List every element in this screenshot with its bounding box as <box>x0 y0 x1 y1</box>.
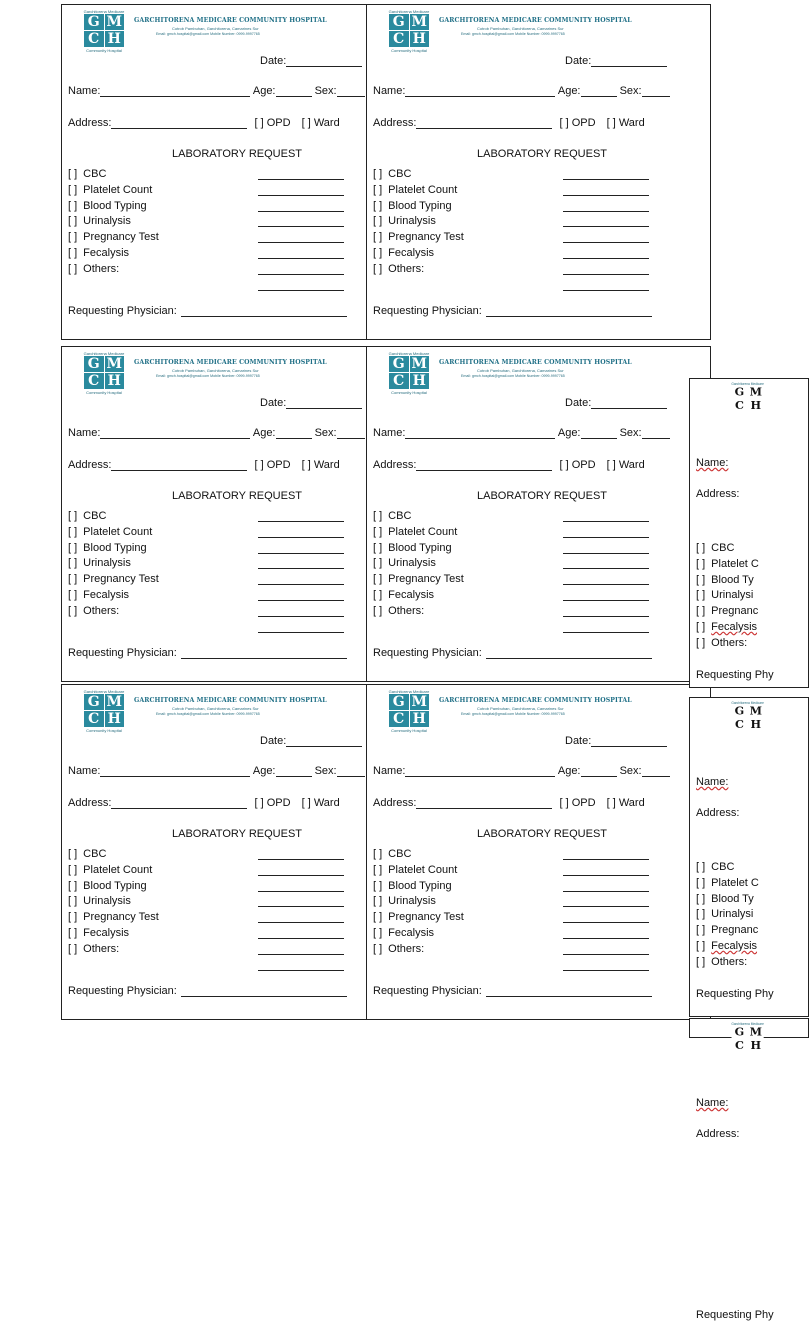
hospital-logo: Garchitorena Medicare G M C H Community Hospital <box>83 689 125 733</box>
test-label: Blood Ty <box>711 893 754 905</box>
hospital-name: GARCHITORENA MEDICARE COMMUNITY HOSPITAL <box>134 17 327 24</box>
test-label: Pregnanc <box>711 605 759 617</box>
form-header <box>82 689 401 733</box>
test-checkbox: [ ] <box>373 943 383 955</box>
test-checkbox: [ ] <box>68 557 78 569</box>
test-checkbox: [ ] <box>68 526 78 538</box>
address-row: Address: [ ] OPD [ ] Ward <box>68 797 340 809</box>
test-checkbox: [ ] <box>373 880 383 892</box>
test-checkbox: [ ] <box>373 542 383 554</box>
test-item <box>68 168 106 180</box>
result-line <box>258 290 344 291</box>
test-checkbox: [ ] <box>68 943 78 955</box>
form-header <box>82 351 401 395</box>
hospital-contact: Email: gmch.hospital@gmail.com Mobile Number: 0999-9997765 <box>156 374 260 378</box>
test-checkbox: [ ] <box>68 895 78 907</box>
lab-request-form <box>366 684 711 1020</box>
name-label: Name: <box>696 776 729 788</box>
test-checkbox: [ ] <box>68 510 78 522</box>
hospital-name: GARCHITORENA MEDICARE COMMUNITY HOSPITAL <box>134 697 327 704</box>
test-label: Urinalysis <box>388 557 436 569</box>
test-item <box>696 605 758 617</box>
result-line <box>563 226 649 227</box>
date-field: Date: <box>565 735 667 747</box>
test-checkbox: [ ] <box>68 542 78 554</box>
hospital-contact: Email: gmch.hospital@gmail.com Mobile Number: 0999-9997765 <box>461 712 565 716</box>
test-label: CBC <box>83 510 107 522</box>
date-field: Date: <box>565 55 667 67</box>
test-checkbox: [ ] <box>68 200 78 212</box>
hospital-logo: Garchitorena Medicare G M C H <box>731 1022 764 1053</box>
test-label: Fecalysis <box>83 589 130 601</box>
result-line <box>563 537 649 538</box>
test-checkbox: [ ] <box>373 557 383 569</box>
result-line <box>563 875 649 876</box>
test-checkbox: [ ] <box>68 864 78 876</box>
test-item <box>68 526 152 538</box>
test-label: Urinalysis <box>388 215 436 227</box>
test-item <box>373 168 411 180</box>
result-line <box>563 938 649 939</box>
test-item <box>696 574 754 586</box>
test-item <box>696 940 757 952</box>
test-item <box>696 637 747 649</box>
requesting-physician: Requesting Physician: <box>68 985 347 997</box>
lab-request-form <box>366 346 711 682</box>
result-line <box>258 195 344 196</box>
lab-request-form-partial <box>689 1018 809 1321</box>
test-item <box>68 573 159 585</box>
test-label: Blood Typing <box>83 200 147 212</box>
test-checkbox: [ ] <box>68 263 78 275</box>
test-item <box>68 864 152 876</box>
test-label: Fecalysis <box>388 589 435 601</box>
test-label: Urinalysis <box>83 557 131 569</box>
test-checkbox: [ ] <box>696 877 706 889</box>
hospital-contact: Email: gmch.hospital@gmail.com Mobile Number: 0999-9997765 <box>156 712 260 716</box>
result-line <box>563 242 649 243</box>
result-line <box>258 906 344 907</box>
test-item <box>68 542 147 554</box>
form-title: LABORATORY REQUEST <box>172 490 303 502</box>
test-item <box>373 864 457 876</box>
result-line <box>258 568 344 569</box>
test-label: Fecalysis <box>83 247 130 259</box>
test-checkbox: [ ] <box>373 605 383 617</box>
test-label: Others: <box>388 943 425 955</box>
hospital-name: GARCHITORENA MEDICARE COMMUNITY HOSPITAL <box>439 17 632 24</box>
lab-request-form <box>61 4 406 340</box>
result-line <box>563 258 649 259</box>
test-checkbox: [ ] <box>68 231 78 243</box>
form-title: LABORATORY REQUEST <box>477 490 608 502</box>
address-label: Address: <box>696 1128 740 1140</box>
result-line <box>563 954 649 955</box>
lab-request-form <box>61 346 406 682</box>
test-label: CBC <box>83 168 107 180</box>
test-checkbox: [ ] <box>373 231 383 243</box>
test-item <box>68 557 131 569</box>
test-checkbox: [ ] <box>373 526 383 538</box>
test-checkbox: [ ] <box>373 589 383 601</box>
result-line <box>258 211 344 212</box>
test-item <box>696 621 757 633</box>
test-checkbox: [ ] <box>373 168 383 180</box>
hospital-address: Cotrob Pambuhan, Garchitorena, Camarines Sur <box>172 26 259 31</box>
hospital-name: GARCHITORENA MEDICARE COMMUNITY HOSPITAL <box>439 697 632 704</box>
hospital-contact: Email: gmch.hospital@gmail.com Mobile Number: 0999-9997765 <box>156 32 260 36</box>
test-checkbox: [ ] <box>696 558 706 570</box>
test-label: Platelet Count <box>83 184 153 196</box>
test-label: Blood Typing <box>388 880 452 892</box>
test-label: Others: <box>711 956 748 968</box>
test-label: CBC <box>711 542 735 554</box>
result-line <box>563 632 649 633</box>
result-line <box>563 906 649 907</box>
test-checkbox: [ ] <box>696 637 706 649</box>
address-row: Address: [ ] OPD [ ] Ward <box>373 797 645 809</box>
test-checkbox: [ ] <box>373 247 383 259</box>
test-item <box>68 200 147 212</box>
address-label: Address: <box>696 488 740 500</box>
form-header <box>387 9 706 53</box>
test-label: CBC <box>711 861 735 873</box>
result-line <box>258 891 344 892</box>
result-line <box>563 970 649 971</box>
result-line <box>563 179 649 180</box>
test-item <box>373 848 411 860</box>
test-item <box>373 943 424 955</box>
result-line <box>563 891 649 892</box>
test-label: Platelet Count <box>388 184 458 196</box>
test-item <box>68 231 159 243</box>
form-title: LABORATORY REQUEST <box>172 148 303 160</box>
test-checkbox: [ ] <box>696 924 706 936</box>
requesting-physician: Requesting Physician: <box>68 647 347 659</box>
test-label: Urinalysis <box>83 215 131 227</box>
result-line <box>258 859 344 860</box>
result-line <box>563 553 649 554</box>
test-label: Blood Typing <box>388 542 452 554</box>
test-item <box>373 927 434 939</box>
result-line <box>258 632 344 633</box>
requesting-physician: Requesting Physician: <box>373 305 652 317</box>
test-checkbox: [ ] <box>68 247 78 259</box>
result-line <box>563 290 649 291</box>
test-item <box>373 880 452 892</box>
result-line <box>258 553 344 554</box>
test-label: Pregnancy Test <box>388 231 464 243</box>
test-checkbox: [ ] <box>373 864 383 876</box>
result-line <box>563 600 649 601</box>
name-label: Name: <box>696 1097 729 1109</box>
form-title: LABORATORY REQUEST <box>172 828 303 840</box>
test-item <box>696 558 759 570</box>
test-item <box>696 877 759 889</box>
address-row: Address: [ ] OPD [ ] Ward <box>68 459 340 471</box>
test-label: Urinalysi <box>711 589 754 601</box>
test-label: Platelet C <box>711 877 759 889</box>
test-item <box>68 589 129 601</box>
test-item <box>68 895 131 907</box>
test-checkbox: [ ] <box>373 263 383 275</box>
date-field: Date: <box>260 55 362 67</box>
form-title: LABORATORY REQUEST <box>477 148 608 160</box>
requesting-physician: Requesting Phy <box>696 1309 774 1321</box>
test-label: Urinalysi <box>711 908 754 920</box>
hospital-address: Cotrob Pambuhan, Garchitorena, Camarines Sur <box>172 706 259 711</box>
test-checkbox: [ ] <box>68 848 78 860</box>
test-item <box>696 861 734 873</box>
name-age-sex-row: Name: Age: Sex: <box>373 765 670 777</box>
test-checkbox: [ ] <box>373 573 383 585</box>
test-item <box>68 911 159 923</box>
result-line <box>258 242 344 243</box>
result-line <box>563 616 649 617</box>
test-label: Urinalysis <box>388 895 436 907</box>
test-checkbox: [ ] <box>68 927 78 939</box>
address-row: Address: [ ] OPD [ ] Ward <box>373 117 645 129</box>
test-checkbox: [ ] <box>373 848 383 860</box>
hospital-logo: Garchitorena Medicare G M C H Community Hospital <box>388 351 430 395</box>
test-checkbox: [ ] <box>696 574 706 586</box>
test-label: Blood Typing <box>83 542 147 554</box>
test-checkbox: [ ] <box>68 880 78 892</box>
test-checkbox: [ ] <box>68 589 78 601</box>
name-age-sex-row: Name: Age: Sex: <box>68 427 365 439</box>
test-checkbox: [ ] <box>696 605 706 617</box>
test-checkbox: [ ] <box>373 215 383 227</box>
result-line <box>258 258 344 259</box>
result-line <box>258 600 344 601</box>
result-line <box>258 616 344 617</box>
test-checkbox: [ ] <box>373 200 383 212</box>
test-item <box>68 848 106 860</box>
test-label: Others: <box>83 605 120 617</box>
test-item <box>373 231 464 243</box>
date-field: Date: <box>565 397 667 409</box>
test-checkbox: [ ] <box>68 184 78 196</box>
test-item <box>68 184 152 196</box>
name-age-sex-row: Name: Age: Sex: <box>373 85 670 97</box>
requesting-physician: Requesting Physician: <box>68 305 347 317</box>
test-label: Others: <box>711 637 748 649</box>
test-label: Pregnancy Test <box>83 231 159 243</box>
test-label: Blood Typing <box>388 200 452 212</box>
test-label: Others: <box>83 263 120 275</box>
test-item <box>373 895 436 907</box>
hospital-contact: Email: gmch.hospital@gmail.com Mobile Number: 0999-9997765 <box>461 32 565 36</box>
result-line <box>258 954 344 955</box>
result-line <box>563 568 649 569</box>
address-row: Address: [ ] OPD [ ] Ward <box>373 459 645 471</box>
result-line <box>258 521 344 522</box>
address-label: Address: <box>696 807 740 819</box>
test-checkbox: [ ] <box>373 911 383 923</box>
result-line <box>258 875 344 876</box>
test-item <box>68 605 119 617</box>
lab-request-form <box>61 684 406 1020</box>
result-line <box>258 922 344 923</box>
test-checkbox: [ ] <box>68 573 78 585</box>
date-field: Date: <box>260 397 362 409</box>
test-label: Pregnancy Test <box>388 573 464 585</box>
test-item <box>68 215 131 227</box>
hospital-contact: Email: gmch.hospital@gmail.com Mobile Number: 0999-9997765 <box>461 374 565 378</box>
result-line <box>563 859 649 860</box>
test-item <box>696 908 753 920</box>
test-item <box>373 557 436 569</box>
result-line <box>258 938 344 939</box>
test-label: Fecalysis <box>711 621 758 633</box>
hospital-logo: Garchitorena Medicare G M C H Community Hospital <box>388 689 430 733</box>
test-label: Platelet C <box>711 558 759 570</box>
test-item <box>68 880 147 892</box>
requesting-physician: Requesting Physician: <box>373 985 652 997</box>
test-label: Platelet Count <box>83 526 153 538</box>
test-label: Urinalysis <box>83 895 131 907</box>
name-age-sex-row: Name: Age: Sex: <box>68 765 365 777</box>
test-label: Others: <box>388 605 425 617</box>
form-header <box>82 9 401 53</box>
test-checkbox: [ ] <box>696 861 706 873</box>
test-label: Pregnancy Test <box>83 573 159 585</box>
hospital-address: Cotrob Pambuhan, Garchitorena, Camarines Sur <box>477 368 564 373</box>
test-checkbox: [ ] <box>696 940 706 952</box>
test-label: Platelet Count <box>388 526 458 538</box>
hospital-logo: Garchitorena Medicare G M C H <box>731 701 764 732</box>
name-age-sex-row: Name: Age: Sex: <box>373 427 670 439</box>
test-checkbox: [ ] <box>68 605 78 617</box>
name-age-sex-row: Name: Age: Sex: <box>68 85 365 97</box>
result-line <box>563 195 649 196</box>
test-checkbox: [ ] <box>696 542 706 554</box>
test-checkbox: [ ] <box>696 589 706 601</box>
form-header <box>387 351 706 395</box>
test-checkbox: [ ] <box>68 215 78 227</box>
test-item <box>373 184 457 196</box>
result-line <box>258 179 344 180</box>
test-checkbox: [ ] <box>373 184 383 196</box>
test-label: Blood Typing <box>83 880 147 892</box>
requesting-physician: Requesting Physician: <box>373 647 652 659</box>
test-item <box>373 215 436 227</box>
result-line <box>258 537 344 538</box>
requesting-physician: Requesting Phy <box>696 669 774 681</box>
test-item <box>696 924 758 936</box>
test-item <box>68 510 106 522</box>
test-checkbox: [ ] <box>696 621 706 633</box>
hospital-logo: Garchitorena Medicare G M C H Community Hospital <box>83 9 125 53</box>
test-label: Pregnancy Test <box>83 911 159 923</box>
test-label: Platelet Count <box>83 864 153 876</box>
test-label: Fecalysis <box>388 247 435 259</box>
test-item <box>373 542 452 554</box>
test-item <box>373 526 457 538</box>
result-line <box>258 584 344 585</box>
form-title: LABORATORY REQUEST <box>477 828 608 840</box>
test-checkbox: [ ] <box>696 893 706 905</box>
result-line <box>563 521 649 522</box>
test-item <box>696 893 754 905</box>
result-line <box>563 211 649 212</box>
lab-request-form-partial <box>689 697 809 1017</box>
hospital-name: GARCHITORENA MEDICARE COMMUNITY HOSPITAL <box>134 359 327 366</box>
test-item <box>373 605 424 617</box>
test-label: CBC <box>388 168 412 180</box>
test-item <box>68 927 129 939</box>
test-item <box>373 510 411 522</box>
test-item <box>696 542 734 554</box>
hospital-logo: Garchitorena Medicare G M C H Community Hospital <box>388 9 430 53</box>
requesting-physician: Requesting Phy <box>696 988 774 1000</box>
test-item <box>68 247 129 259</box>
test-label: Others: <box>388 263 425 275</box>
test-checkbox: [ ] <box>696 908 706 920</box>
test-checkbox: [ ] <box>696 956 706 968</box>
test-item <box>68 263 119 275</box>
test-checkbox: [ ] <box>373 510 383 522</box>
test-item <box>68 943 119 955</box>
test-label: CBC <box>83 848 107 860</box>
date-field: Date: <box>260 735 362 747</box>
test-label: Platelet Count <box>388 864 458 876</box>
name-label: Name: <box>696 457 729 469</box>
test-checkbox: [ ] <box>68 168 78 180</box>
test-label: CBC <box>388 510 412 522</box>
test-label: Others: <box>83 943 120 955</box>
form-header <box>387 689 706 733</box>
hospital-address: Cotrob Pambuhan, Garchitorena, Camarines Sur <box>172 368 259 373</box>
result-line <box>258 226 344 227</box>
result-line <box>258 970 344 971</box>
test-checkbox: [ ] <box>68 911 78 923</box>
test-label: Fecalysis <box>388 927 435 939</box>
test-item <box>373 263 424 275</box>
test-item <box>373 911 464 923</box>
test-label: Pregnanc <box>711 924 759 936</box>
lab-request-form <box>366 4 711 340</box>
test-item <box>373 589 434 601</box>
result-line <box>258 274 344 275</box>
result-line <box>563 922 649 923</box>
result-line <box>563 584 649 585</box>
hospital-logo: Garchitorena Medicare G M C H <box>731 382 764 413</box>
hospital-name: GARCHITORENA MEDICARE COMMUNITY HOSPITAL <box>439 359 632 366</box>
test-item <box>373 200 452 212</box>
test-label: Fecalysis <box>711 940 758 952</box>
hospital-logo: Garchitorena Medicare G M C H Community Hospital <box>83 351 125 395</box>
test-label: Fecalysis <box>83 927 130 939</box>
test-item <box>373 573 464 585</box>
hospital-address: Cotrob Pambuhan, Garchitorena, Camarines Sur <box>477 706 564 711</box>
lab-request-form-partial <box>689 378 809 688</box>
test-item <box>696 956 747 968</box>
test-item <box>373 247 434 259</box>
test-label: CBC <box>388 848 412 860</box>
test-label: Blood Ty <box>711 574 754 586</box>
test-checkbox: [ ] <box>373 927 383 939</box>
hospital-address: Cotrob Pambuhan, Garchitorena, Camarines Sur <box>477 26 564 31</box>
result-line <box>563 274 649 275</box>
address-row: Address: [ ] OPD [ ] Ward <box>68 117 340 129</box>
test-item <box>696 589 753 601</box>
test-checkbox: [ ] <box>373 895 383 907</box>
test-label: Pregnancy Test <box>388 911 464 923</box>
